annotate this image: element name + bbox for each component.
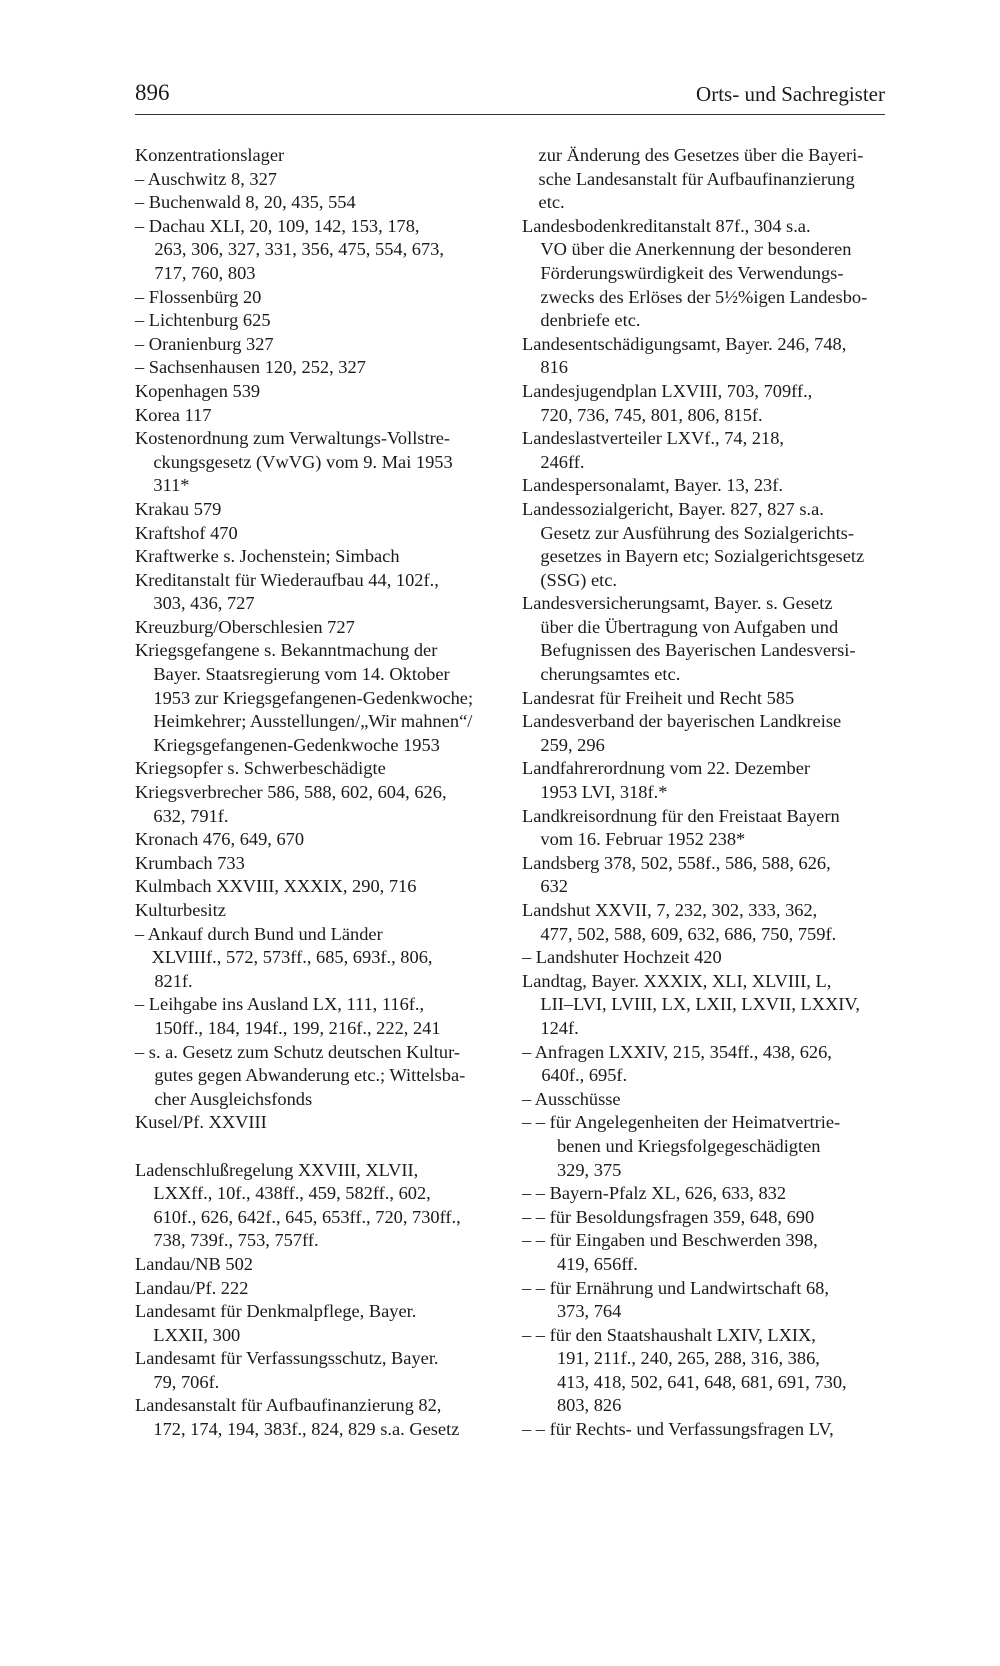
entry-line: Kraftwerke s. Jochenstein; Simbach xyxy=(135,546,400,567)
page-header xyxy=(135,80,885,118)
index-entry xyxy=(522,1111,886,1182)
entry-line: Landau/Pf. 222 xyxy=(135,1277,249,1298)
entry-line: Landesjugendplan LXVIII, 703, 709ff., xyxy=(522,380,813,401)
index-entry xyxy=(522,946,886,970)
index-entry xyxy=(522,1229,886,1276)
index-entry xyxy=(522,1041,886,1088)
entry-continuation: über die Übertragung von Aufgaben und xyxy=(540,616,839,637)
index-entry xyxy=(135,1041,487,1112)
entry-line: – Sachsenhausen 120, 252, 327 xyxy=(135,357,366,378)
entry-line: Landesversicherungsamt, Bayer. s. Gesetz xyxy=(522,593,833,614)
index-column-right xyxy=(522,144,886,1442)
index-entry xyxy=(135,1347,487,1394)
entry-line: Ladenschlußregelung XXVIII, XLVII, xyxy=(135,1159,419,1180)
entry-line: – – für Besoldungsfragen 359, 648, 690 xyxy=(522,1206,815,1227)
entry-line: Kriegsverbrecher 586, 588, 602, 604, 626, xyxy=(135,782,447,803)
entry-line: – – für Ernährung und Landwirtschaft 68, xyxy=(522,1277,829,1298)
index-entry xyxy=(522,333,886,380)
running-title: Orts- und Sachregister xyxy=(696,82,885,106)
index-entry xyxy=(135,1111,487,1135)
entry-line: Landesentschädigungsamt, Bayer. 246, 748, xyxy=(522,333,847,354)
entry-line: Landessozialgericht, Bayer. 827, 827 s.a. xyxy=(522,498,824,519)
entry-line: – Ausschüsse xyxy=(522,1088,621,1109)
entry-line: Landesamt für Verfassungsschutz, Bayer. xyxy=(135,1348,439,1369)
index-entry xyxy=(522,498,886,592)
index-entry xyxy=(522,1182,886,1206)
entry-continuation: 303, 436, 727 xyxy=(153,593,255,614)
entry-line: – – für Angelegenheiten der Heimatvertrie- xyxy=(522,1112,841,1133)
entry-line: Konzentrationslager xyxy=(135,145,285,165)
index-entry xyxy=(135,899,487,923)
entry-continuation: (SSG) etc. xyxy=(540,569,618,590)
entry-line: – Dachau XLI, 20, 109, 142, 153, 178, xyxy=(135,215,420,236)
index-entry xyxy=(135,781,487,828)
entry-continuation: Befugnissen des Bayerischen Landesversi- xyxy=(540,640,856,661)
index-entry xyxy=(522,215,886,333)
index-entry xyxy=(522,474,886,498)
entry-line: Landespersonalamt, Bayer. 13, 23f. xyxy=(522,475,783,496)
entry-line: Landesrat für Freiheit und Recht 585 xyxy=(522,687,795,708)
index-entry xyxy=(135,191,487,215)
index-entry xyxy=(135,404,487,428)
entry-line: – – für Rechts- und Verfassungsfragen LV, xyxy=(522,1419,834,1440)
index-entry xyxy=(135,828,487,852)
index-entry xyxy=(522,1277,886,1324)
entry-continuation: Heimkehrer; Ausstellungen/„Wir mahnen“/ xyxy=(153,711,473,732)
entry-continuation: 1953 LVI, 318f.* xyxy=(540,782,668,803)
index-entry xyxy=(135,356,487,380)
entry-continuation: 329, 375 xyxy=(556,1159,622,1180)
entry-continuation: zwecks des Erlöses der 5½%igen Landesbo- xyxy=(540,286,868,307)
index-entry xyxy=(135,1300,487,1347)
entry-line: Kulmbach XXVIII, XXXIX, 290, 716 xyxy=(135,876,417,897)
entry-line: Landshut XXVII, 7, 232, 302, 333, 362, xyxy=(522,900,818,920)
index-entry xyxy=(135,522,487,546)
entry-continuation: LXXff., 10f., 438ff., 459, 582ff., 602, xyxy=(153,1183,431,1204)
entry-line: Landeslastverteiler LXVf., 74, 218, xyxy=(522,428,784,449)
entry-line: – Auschwitz 8, 327 xyxy=(135,168,278,189)
index-entry xyxy=(522,970,886,1041)
entry-line: Landesamt für Denkmalpflege, Bayer. xyxy=(135,1301,417,1322)
entry-continuation: 477, 502, 588, 609, 632, 686, 750, 759f. xyxy=(540,923,837,944)
entry-line: – Ankauf durch Bund und Länder xyxy=(135,923,383,944)
index-entry xyxy=(135,545,487,569)
entry-continuation: 311* xyxy=(153,475,190,496)
entry-spacer xyxy=(135,1135,487,1159)
entry-continuation: Gesetz zur Ausführung des Sozialgerichts- xyxy=(540,522,854,543)
entry-continuation: 632, 791f. xyxy=(153,805,229,826)
entry-line: zur Änderung des Gesetzes über die Bayeri- xyxy=(538,145,864,165)
entry-continuation: gesetzes in Bayern etc; Sozialgerichtsgesetz xyxy=(540,546,865,567)
entry-line: Kusel/Pf. XXVIII xyxy=(135,1112,267,1133)
entry-continuation: 413, 418, 502, 641, 648, 681, 691, 730, xyxy=(556,1371,847,1392)
index-entry xyxy=(135,1277,487,1301)
entry-line: – Anfragen LXXIV, 215, 354ff., 438, 626, xyxy=(522,1041,832,1062)
entry-line: Kostenordnung zum Verwaltungs-Vollstre- xyxy=(135,428,450,449)
entry-line: Kopenhagen 539 xyxy=(135,380,261,401)
entry-continuation: LXXII, 300 xyxy=(153,1324,241,1345)
entry-continuation: 610f., 626, 642f., 645, 653ff., 720, 730ff., xyxy=(153,1206,461,1227)
entry-continuation: cher Ausgleichsfonds xyxy=(154,1088,313,1109)
index-entry xyxy=(135,1394,487,1441)
index-entry xyxy=(135,498,487,522)
entry-continuation: 150ff., 184, 194f., 199, 216f., 222, 241 xyxy=(154,1017,441,1038)
entry-line: Landtag, Bayer. XXXIX, XLI, XLVIII, L, xyxy=(522,970,832,991)
entry-continuation: 1953 zur Kriegsgefangenen-Gedenkwoche; xyxy=(153,687,474,708)
entry-continuation: 263, 306, 327, 331, 356, 475, 554, 673, xyxy=(154,239,444,260)
entry-line: – – für Eingaben und Beschwerden 398, xyxy=(522,1230,818,1251)
entry-line: – Landshuter Hochzeit 420 xyxy=(522,947,722,968)
index-entry xyxy=(135,333,487,357)
entry-continuation: 632 xyxy=(540,876,568,897)
index-entry xyxy=(522,427,886,474)
entry-line: – s. a. Gesetz zum Schutz deutschen Kultur- xyxy=(135,1041,460,1062)
entry-continuation: Bayer. Staatsregierung vom 14. Oktober xyxy=(153,664,450,685)
entry-line: Kronach 476, 649, 670 xyxy=(135,829,305,850)
entry-continuation: 720, 736, 745, 801, 806, 815f. xyxy=(540,404,763,425)
entry-line: Kriegsopfer s. Schwerbeschädigte xyxy=(135,758,386,779)
entry-line: – Flossenbürg 20 xyxy=(135,286,262,307)
entry-line: Landau/NB 502 xyxy=(135,1253,253,1274)
entry-line: Krumbach 733 xyxy=(135,852,245,873)
entry-continuation: 79, 706f. xyxy=(153,1371,220,1392)
index-entry xyxy=(135,380,487,404)
index-entry xyxy=(135,616,487,640)
index-entry xyxy=(522,1418,886,1442)
entry-continuation: etc. xyxy=(538,192,565,213)
entry-line: Korea 117 xyxy=(135,404,212,425)
entry-continuation: 717, 760, 803 xyxy=(154,262,256,283)
index-entry xyxy=(135,427,487,498)
index-entry xyxy=(135,757,487,781)
entry-continuation: 172, 174, 194, 383f., 824, 829 s.a. Gesetz xyxy=(153,1419,460,1440)
entry-line: – Leihgabe ins Ausland LX, 111, 116f., xyxy=(135,994,425,1015)
index-entry xyxy=(522,380,886,427)
index-entry xyxy=(522,1324,886,1418)
index-entry xyxy=(522,852,886,899)
entry-continuation: 816 xyxy=(540,357,568,378)
entry-line: Landesanstalt für Aufbaufinanzierung 82, xyxy=(135,1395,442,1416)
index-entry xyxy=(135,1253,487,1277)
index-entry xyxy=(135,639,487,757)
entry-line: Krakau 579 xyxy=(135,498,222,519)
index-entry xyxy=(135,286,487,310)
entry-continuation: 373, 764 xyxy=(556,1301,622,1322)
entry-line: – Oranienburg 327 xyxy=(135,333,274,354)
index-entry xyxy=(522,144,886,215)
entry-continuation: denbriefe etc. xyxy=(540,310,641,331)
entry-continuation: vom 16. Februar 1952 238* xyxy=(540,829,746,850)
entry-line: – Buchenwald 8, 20, 435, 554 xyxy=(135,192,356,213)
index-entry xyxy=(522,899,886,946)
entry-continuation: LII–LVI, LVIII, LX, LXII, LXVII, LXXIV, xyxy=(540,994,860,1015)
entry-continuation: VO über die Anerkennung der besonderen xyxy=(540,239,852,260)
index-entry xyxy=(135,1159,487,1253)
entry-continuation: ckungsgesetz (VwVG) vom 9. Mai 1953 xyxy=(153,451,453,472)
entry-continuation: sche Landesanstalt für Aufbaufinanzierung xyxy=(538,168,855,189)
index-entry xyxy=(135,993,487,1040)
entry-continuation: cherungsamtes etc. xyxy=(540,664,681,685)
entry-line: Kreditanstalt für Wiederaufbau 44, 102f., xyxy=(135,569,439,590)
entry-continuation: 419, 656ff. xyxy=(556,1253,638,1274)
entry-continuation: 803, 826 xyxy=(556,1395,622,1416)
page-number: 896 xyxy=(135,80,170,105)
entry-line: Landesbodenkreditanstalt 87f., 304 s.a. xyxy=(522,215,811,236)
index-entry xyxy=(135,923,487,994)
entry-continuation: 259, 296 xyxy=(540,734,605,755)
entry-continuation: 821f. xyxy=(154,970,193,991)
entry-line: Kulturbesitz xyxy=(135,900,226,920)
index-entry xyxy=(522,710,886,757)
entry-line: Landesverband der bayerischen Landkreise xyxy=(522,711,842,732)
index-entry xyxy=(522,687,886,711)
entry-line: – Lichtenburg 625 xyxy=(135,310,271,331)
entry-continuation: benen und Kriegsfolgegeschädigten xyxy=(556,1135,821,1156)
entry-continuation: XLVIIIf., 572, 573ff., 685, 693f., 806, xyxy=(151,947,433,968)
index-entry xyxy=(522,805,886,852)
entry-continuation: 246ff. xyxy=(540,451,585,472)
entry-line: – – für den Staatshaushalt LXIV, LXIX, xyxy=(522,1324,816,1345)
entry-line: Kriegsgefangene s. Bekanntmachung der xyxy=(135,640,438,661)
index-entry xyxy=(522,1088,886,1112)
entry-line: – – Bayern-Pfalz XL, 626, 633, 832 xyxy=(522,1183,787,1204)
entry-line: Kraftshof 470 xyxy=(135,522,238,543)
entry-continuation: 640f., 695f. xyxy=(541,1065,628,1086)
entry-line: Kreuzburg/Oberschlesien 727 xyxy=(135,616,355,637)
entry-line: Landkreisordnung für den Freistaat Bayern xyxy=(522,805,840,826)
entry-continuation: 191, 211f., 240, 265, 288, 316, 386, xyxy=(556,1348,820,1369)
entry-continuation: Förderungswürdigkeit des Verwendungs- xyxy=(540,262,844,283)
entry-line: Landsberg 378, 502, 558f., 586, 588, 626, xyxy=(522,852,831,873)
index-entry xyxy=(135,309,487,333)
index-entry xyxy=(522,592,886,686)
index-entry xyxy=(522,757,886,804)
entry-line: Landfahrerordnung vom 22. Dezember xyxy=(522,758,811,779)
entry-continuation: 124f. xyxy=(540,1017,579,1038)
index-entry xyxy=(135,852,487,876)
index-entry xyxy=(135,144,487,168)
index-entry xyxy=(135,215,487,286)
header-rule xyxy=(135,114,885,115)
index-entry xyxy=(135,875,487,899)
entry-continuation: Kriegsgefangenen-Gedenkwoche 1953 xyxy=(153,734,440,755)
index-column-left xyxy=(135,144,487,1442)
index-entry xyxy=(135,569,487,616)
index-entry xyxy=(522,1206,886,1230)
entry-continuation: 738, 739f., 753, 757ff. xyxy=(153,1230,319,1251)
index-entry xyxy=(135,168,487,192)
entry-continuation: gutes gegen Abwanderung etc.; Wittelsba- xyxy=(154,1065,466,1086)
